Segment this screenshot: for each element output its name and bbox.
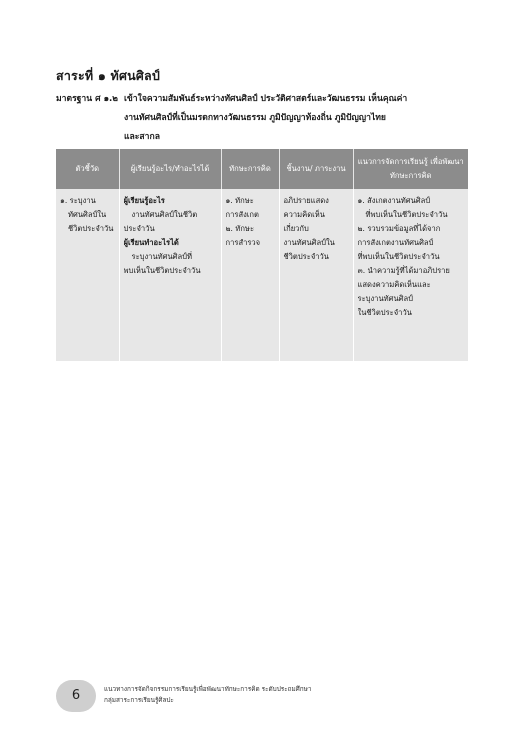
approach-line: ในชีวิตประจำวัน [357,308,412,317]
standard-line: งานทัศนศิลป์ที่เป็นมรดกทางวัฒนธรรม ภูมิปัญญาท้องถิ่น ภูมิปัญญาไทย [124,113,386,123]
approach-line: ๒. รวบรวมข้อมูลที่ได้จาก [357,224,441,233]
indicator-line: ทัศนศิลป์ใน [68,210,107,219]
learn-know-line: งานทัศนศิลป์ในชีวิต [131,210,198,219]
task-cell [279,189,353,361]
approach-line: ๑. สังเกตงานทัศนศิลป์ [357,196,431,205]
skill-line: การสำรวจ [225,238,261,247]
learn-know-heading: ผู้เรียนรู้อะไร [123,196,165,205]
header-approach: แนวการจัดการเรียนรู้ เพื่อพัฒนาทักษะการคิด [353,149,468,189]
footer-line: แนวทางการจัดกิจกรรมการเรียนรู้เพื่อพัฒนาทักษะการคิด ระดับประถมศึกษา [104,685,312,693]
header-thinking-skills: ทักษะการคิด [221,149,279,189]
approach-line: การสังเกตงานทัศนศิลป์ [357,238,434,247]
skills-cell [221,189,279,361]
learn-do-line: พบเห็นในชีวิตประจำวัน [123,266,201,275]
skill-line: ๑. ทักษะ [225,196,254,205]
skill-line: ๒. ทักษะ [225,224,255,233]
footer-line: กลุ่มสาระการเรียนรู้ศิลปะ [104,696,174,704]
header-learning: ผู้เรียนรู้อะไร/ทำอะไรได้ [119,149,221,189]
task-line: งานทัศนศิลป์ใน [283,238,335,247]
approach-line: ๓. นำความรู้ที่ได้มาอภิปราย [357,266,450,275]
learn-do-line: ระบุงานทัศนศิลป์ที่ [131,252,192,261]
footer-caption [104,684,311,706]
header-task: ชิ้นงาน/ ภาระงาน [279,149,353,189]
curriculum-table [56,149,468,361]
indicator-line: ชีวิตประจำวัน [68,224,114,233]
task-line: ความคิดเห็น [283,210,325,219]
standard-label: มาตรฐาน ศ ๑.๒ [56,94,118,104]
approach-cell [353,189,468,361]
header-indicator: ตัวชี้วัด [56,149,119,189]
standard-line: เข้าใจความสัมพันธ์ระหว่างทัศนศิลป์ ประวัติศาสตร์และวัฒนธรรม เห็นคุณค่า [124,94,408,104]
standard-text [124,90,476,147]
learning-cell [119,189,221,361]
task-line: อภิปรายแสดง [283,196,329,205]
task-line: เกี่ยวกับ [283,224,309,233]
indicator-line: ๑. ระบุงาน [60,196,96,205]
learning-standard [56,90,476,147]
indicator-cell [56,189,119,361]
task-line: ชีวิตประจำวัน [283,252,329,261]
approach-line: ที่พบเห็นในชีวิตประจำวัน [357,252,440,261]
learn-do-heading: ผู้เรียนทำอะไรได้ [123,238,179,247]
table-header-row [56,149,468,189]
approach-line: ที่พบเห็นในชีวิตประจำวัน [365,210,448,219]
skill-line: การสังเกต [225,210,259,219]
page-number: 6 [56,680,96,712]
strand-title: สาระที่ ๑ ทัศนศิลป์ [56,68,161,83]
table-row [56,189,468,361]
learn-know-line: ประจำวัน [123,224,155,233]
approach-line: แสดงความคิดเห็นและ [357,280,431,289]
standard-line: และสากล [124,132,160,142]
approach-line: ระบุงานทัศนศิลป์ [357,294,413,303]
